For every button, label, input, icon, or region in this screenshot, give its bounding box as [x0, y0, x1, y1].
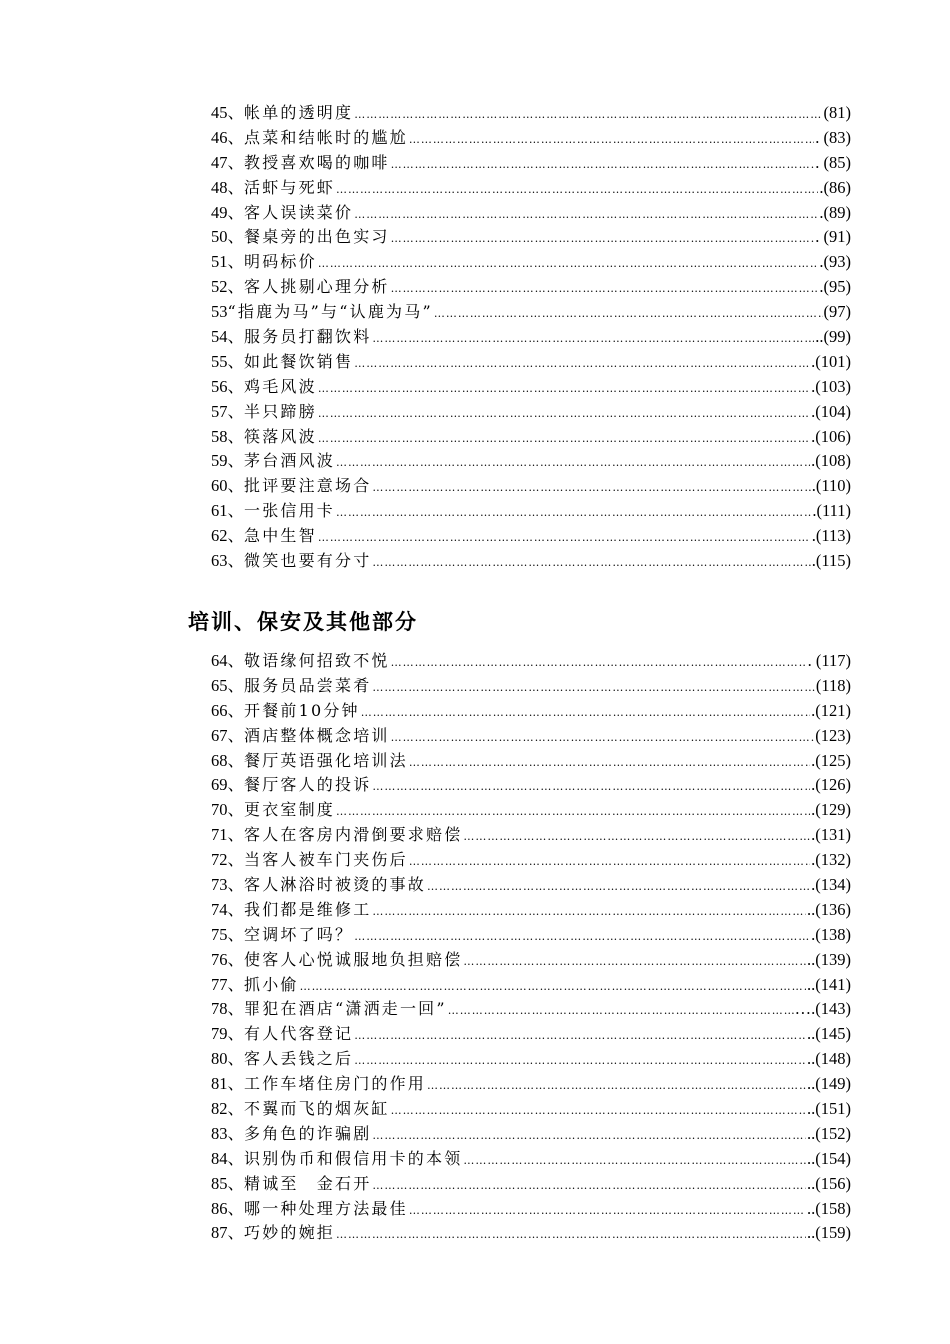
- leader-dots: [372, 676, 814, 701]
- leader-dots: [336, 178, 818, 203]
- toc-entry: [211, 300, 851, 325]
- toc-entry: [211, 400, 851, 425]
- entry-title: 客人挑剔心理分析: [244, 277, 390, 297]
- entry-title: 客人丢钱之后: [244, 1049, 354, 1069]
- entry-page: ..(148): [807, 1049, 851, 1069]
- entry-title: 餐厅英语强化培训法: [244, 750, 408, 770]
- toc-entry: [211, 1197, 851, 1222]
- entry-title: 我们都是维修工: [244, 899, 372, 919]
- toc-entry: [211, 1022, 851, 1047]
- toc-entry: [211, 375, 851, 400]
- entry-title: 抓小偷: [244, 974, 299, 994]
- toc-entry: [211, 275, 851, 300]
- entry-title: 开餐前10分钟: [244, 700, 360, 720]
- toc-entry: [211, 823, 851, 848]
- toc-entry: [211, 225, 851, 250]
- entry-page: (123): [815, 725, 851, 745]
- leader-dots: [427, 1074, 806, 1099]
- toc-entry: [211, 699, 851, 724]
- entry-page: (81): [823, 103, 851, 122]
- leader-dots: [427, 875, 810, 900]
- toc-entry: [211, 524, 851, 549]
- entry-title: 餐厅客人的投诉: [244, 775, 372, 795]
- leader-dots: [434, 302, 823, 327]
- leader-dots: [391, 651, 807, 676]
- toc-entry: [211, 549, 851, 574]
- entry-page: ..(154): [807, 1148, 851, 1168]
- entry-page: .(103): [811, 376, 851, 396]
- leader-dots: [354, 1049, 806, 1074]
- entry-number: 52、: [211, 277, 244, 297]
- entry-page: ..(159): [807, 1223, 851, 1243]
- toc-entry: [211, 923, 851, 948]
- entry-page: .(138): [811, 924, 851, 944]
- leader-dots: [372, 1124, 806, 1149]
- entry-page: .(110): [811, 476, 851, 496]
- toc-entry: [211, 749, 851, 774]
- leader-dots: [463, 1149, 806, 1174]
- entry-number: 82、: [211, 1099, 244, 1119]
- toc-entry: [211, 674, 851, 699]
- entry-page: .(95): [819, 277, 851, 297]
- toc-entry: [211, 325, 851, 350]
- leader-dots: [372, 1174, 806, 1199]
- entry-title: 一张信用卡: [244, 501, 336, 521]
- toc-entry: [211, 997, 851, 1022]
- entry-number: 72、: [211, 850, 244, 870]
- entry-number: 87、: [211, 1223, 244, 1243]
- entry-number: 59、: [211, 451, 244, 471]
- leader-dots: [391, 1099, 806, 1124]
- entry-page: ..(139): [807, 949, 851, 969]
- toc-entry: [211, 201, 851, 226]
- entry-page: .(108): [811, 451, 851, 471]
- entry-number: 78、: [211, 999, 244, 1019]
- leader-dots: [409, 128, 814, 153]
- entry-number: 67、: [211, 725, 244, 745]
- entry-title: 更衣室制度: [244, 800, 336, 820]
- entry-page: .(126): [811, 775, 851, 795]
- entry-page: .(132): [811, 850, 851, 870]
- entry-page: .(89): [819, 202, 851, 222]
- entry-number: 69、: [211, 775, 244, 795]
- entry-title: 半只蹄膀: [244, 401, 317, 421]
- toc-entry: [211, 499, 851, 524]
- entry-title: 活虾与死虾: [244, 177, 336, 197]
- leader-dots: [409, 751, 810, 776]
- leader-dots: [336, 800, 810, 825]
- entry-number: 66、: [211, 700, 244, 720]
- entry-page: .(131): [811, 825, 851, 845]
- entry-page: .(111): [812, 501, 851, 521]
- entry-page: .(104): [811, 401, 851, 421]
- entry-number: 63、: [211, 551, 244, 571]
- entry-page: .(101): [811, 351, 851, 371]
- toc-entry: [211, 250, 851, 275]
- entry-title: 多角色的诈骗剧: [244, 1123, 372, 1143]
- leader-dots: [318, 402, 810, 427]
- leader-dots: [463, 950, 806, 975]
- toc-entry: [211, 449, 851, 474]
- entry-page: . (85): [815, 152, 851, 172]
- entry-number: 80、: [211, 1049, 244, 1069]
- entry-title: 急中生智: [244, 526, 317, 546]
- entry-number: 54、: [211, 327, 244, 347]
- leader-dots: [372, 476, 810, 501]
- entry-title: 茅台酒风波: [244, 451, 336, 471]
- toc-entry: [211, 1221, 851, 1246]
- leader-dots: [372, 900, 806, 925]
- entry-number: 68、: [211, 750, 244, 770]
- entry-title: 罪犯在酒店“潇洒走一回”: [244, 999, 447, 1019]
- entry-title: 点菜和结帐时的尴尬: [244, 127, 408, 147]
- entry-number: 70、: [211, 800, 244, 820]
- toc-list-dining: [211, 101, 851, 574]
- leader-dots: [300, 975, 806, 1000]
- entry-title: 客人误读菜价: [244, 202, 354, 222]
- toc-entry: [211, 474, 851, 499]
- leader-dots: [354, 203, 818, 228]
- leader-dots: [354, 352, 810, 377]
- entry-number: 85、: [211, 1173, 244, 1193]
- entry-title: 客人在客房内滑倒要求赔偿: [244, 825, 463, 845]
- entry-number: 50、: [211, 227, 244, 247]
- entry-title: 客人淋浴时被烫的事故: [244, 875, 427, 895]
- leader-dots: [361, 701, 810, 726]
- entry-page: .(125): [811, 750, 851, 770]
- entry-page: . (117): [807, 651, 851, 670]
- entry-number: 75、: [211, 924, 244, 944]
- entry-number: 83、: [211, 1123, 244, 1143]
- entry-page: ..(141): [807, 974, 851, 994]
- toc-entry: [211, 848, 851, 873]
- entry-number: 79、: [211, 1024, 244, 1044]
- entry-title: 精诚至 金石开: [244, 1173, 372, 1193]
- entry-number: 73、: [211, 875, 244, 895]
- entry-number: 55、: [211, 351, 244, 371]
- leader-dots: [318, 526, 811, 551]
- leader-dots: [354, 925, 810, 950]
- entry-page: (97): [823, 302, 851, 322]
- leader-dots: [448, 999, 794, 1024]
- leader-dots: [391, 726, 815, 751]
- entry-number: 45、: [211, 103, 244, 122]
- toc-entry: [211, 1172, 851, 1197]
- entry-number: 48、: [211, 177, 244, 197]
- leader-dots: [354, 1024, 806, 1049]
- entry-page: .(93): [819, 252, 851, 272]
- entry-page: ..(158): [807, 1198, 851, 1218]
- entry-page: .(129): [811, 800, 851, 820]
- leader-dots: [354, 103, 822, 128]
- leader-dots: [318, 252, 819, 277]
- entry-title: 敬语缘何招致不悦: [244, 651, 390, 670]
- entry-number: 61、: [211, 501, 244, 521]
- toc-entry: [211, 1072, 851, 1097]
- entry-title: 如此餐饮销售: [244, 351, 354, 371]
- entry-number: 51、: [211, 252, 244, 272]
- toc-entry: [211, 798, 851, 823]
- entry-page: ….(143): [794, 999, 851, 1019]
- entry-title: 巧妙的婉拒: [244, 1223, 336, 1243]
- toc-entry: [211, 1097, 851, 1122]
- toc-entry: [211, 1122, 851, 1147]
- entry-number: 65、: [211, 675, 244, 695]
- entry-title: 使客人心悦诚服地负担赔偿: [244, 949, 463, 969]
- entry-number: 62、: [211, 526, 244, 546]
- toc-entry: [211, 101, 851, 126]
- entry-page: ..(99): [815, 327, 851, 347]
- entry-page: ..(156): [807, 1173, 851, 1193]
- entry-number: 53: [211, 302, 228, 322]
- entry-number: 47、: [211, 152, 244, 172]
- entry-page: .(113): [811, 526, 851, 546]
- toc-entry: [211, 1047, 851, 1072]
- entry-page: ..(151): [807, 1099, 851, 1119]
- entry-number: 64、: [211, 651, 244, 670]
- entry-page: ..(149): [807, 1074, 851, 1094]
- entry-page: .(106): [811, 426, 851, 446]
- leader-dots: [372, 551, 810, 576]
- leader-dots: [409, 1199, 806, 1224]
- toc-entry: [211, 873, 851, 898]
- toc-entry: [211, 948, 851, 973]
- toc-entry: [211, 350, 851, 375]
- toc-entry: [211, 126, 851, 151]
- leader-dots: [463, 825, 810, 850]
- entry-page: .(121): [811, 700, 851, 720]
- entry-page: .(86): [819, 177, 851, 197]
- entry-title: 批评要注意场合: [244, 476, 372, 496]
- entry-number: 81、: [211, 1074, 244, 1094]
- entry-title: 工作车堵住房门的作用: [244, 1074, 427, 1094]
- entry-title: 空调坏了吗？: [244, 924, 354, 944]
- entry-number: 86、: [211, 1198, 244, 1218]
- toc-entry: [211, 973, 851, 998]
- section-heading: 培训、保安及其他部分: [188, 609, 418, 634]
- toc-entry: [211, 898, 851, 923]
- entry-number: 46、: [211, 127, 244, 147]
- entry-page: ..(145): [807, 1024, 851, 1044]
- entry-number: 71、: [211, 825, 244, 845]
- entry-title: 酒店整体概念培训: [244, 725, 390, 745]
- toc-entry: [211, 176, 851, 201]
- leader-dots: [336, 501, 811, 526]
- toc-entry: [211, 724, 851, 749]
- entry-page: . (91): [815, 227, 851, 247]
- entry-title: 服务员打翻饮料: [244, 327, 372, 347]
- toc-entry: [211, 649, 851, 674]
- toc-entry: [211, 1147, 851, 1172]
- entry-number: 56、: [211, 376, 244, 396]
- toc-list-training-security: [211, 649, 851, 1246]
- entry-number: 49、: [211, 202, 244, 222]
- entry-page: .(134): [811, 875, 851, 895]
- entry-title: “指鹿为马”与“认鹿为马”: [227, 302, 433, 322]
- entry-number: 57、: [211, 401, 244, 421]
- entry-title: 不翼而飞的烟灰缸: [244, 1099, 390, 1119]
- leader-dots: [391, 227, 815, 252]
- leader-dots: [372, 775, 810, 800]
- entry-page: .(115): [811, 551, 851, 571]
- entry-page: ..(152): [807, 1123, 851, 1143]
- entry-page: (118): [815, 675, 851, 695]
- entry-number: 74、: [211, 899, 244, 919]
- entry-page: ..(136): [807, 899, 851, 919]
- entry-title: 微笑也要有分寸: [244, 551, 372, 571]
- entry-title: 识别伪币和假信用卡的本领: [244, 1148, 463, 1168]
- leader-dots: [391, 153, 815, 178]
- entry-number: 60、: [211, 476, 244, 496]
- entry-title: 教授喜欢喝的咖啡: [244, 152, 390, 172]
- entry-number: 84、: [211, 1148, 244, 1168]
- entry-number: 58、: [211, 426, 244, 446]
- entry-title: 帐单的透明度: [244, 103, 354, 122]
- leader-dots: [318, 377, 810, 402]
- entry-title: 有人代客登记: [244, 1024, 354, 1044]
- leader-dots: [391, 277, 819, 302]
- entry-title: 哪一种处理方法最佳: [244, 1198, 408, 1218]
- entry-title: 鸡毛风波: [244, 376, 317, 396]
- leader-dots: [336, 451, 810, 476]
- leader-dots: [318, 427, 810, 452]
- toc-entry: [211, 425, 851, 450]
- leader-dots: [372, 327, 814, 352]
- entry-title: 服务员品尝菜肴: [244, 675, 372, 695]
- entry-title: 餐桌旁的出色实习: [244, 227, 390, 247]
- toc-entry: [211, 773, 851, 798]
- entry-number: 76、: [211, 949, 244, 969]
- leader-dots: [409, 850, 810, 875]
- toc-entry: [211, 151, 851, 176]
- entry-page: . (83): [815, 127, 851, 147]
- entry-number: 77、: [211, 974, 244, 994]
- entry-title: 明码标价: [244, 252, 317, 272]
- entry-title: 当客人被车门夹伤后: [244, 850, 408, 870]
- leader-dots: [336, 1223, 806, 1248]
- entry-title: 筷落风波: [244, 426, 317, 446]
